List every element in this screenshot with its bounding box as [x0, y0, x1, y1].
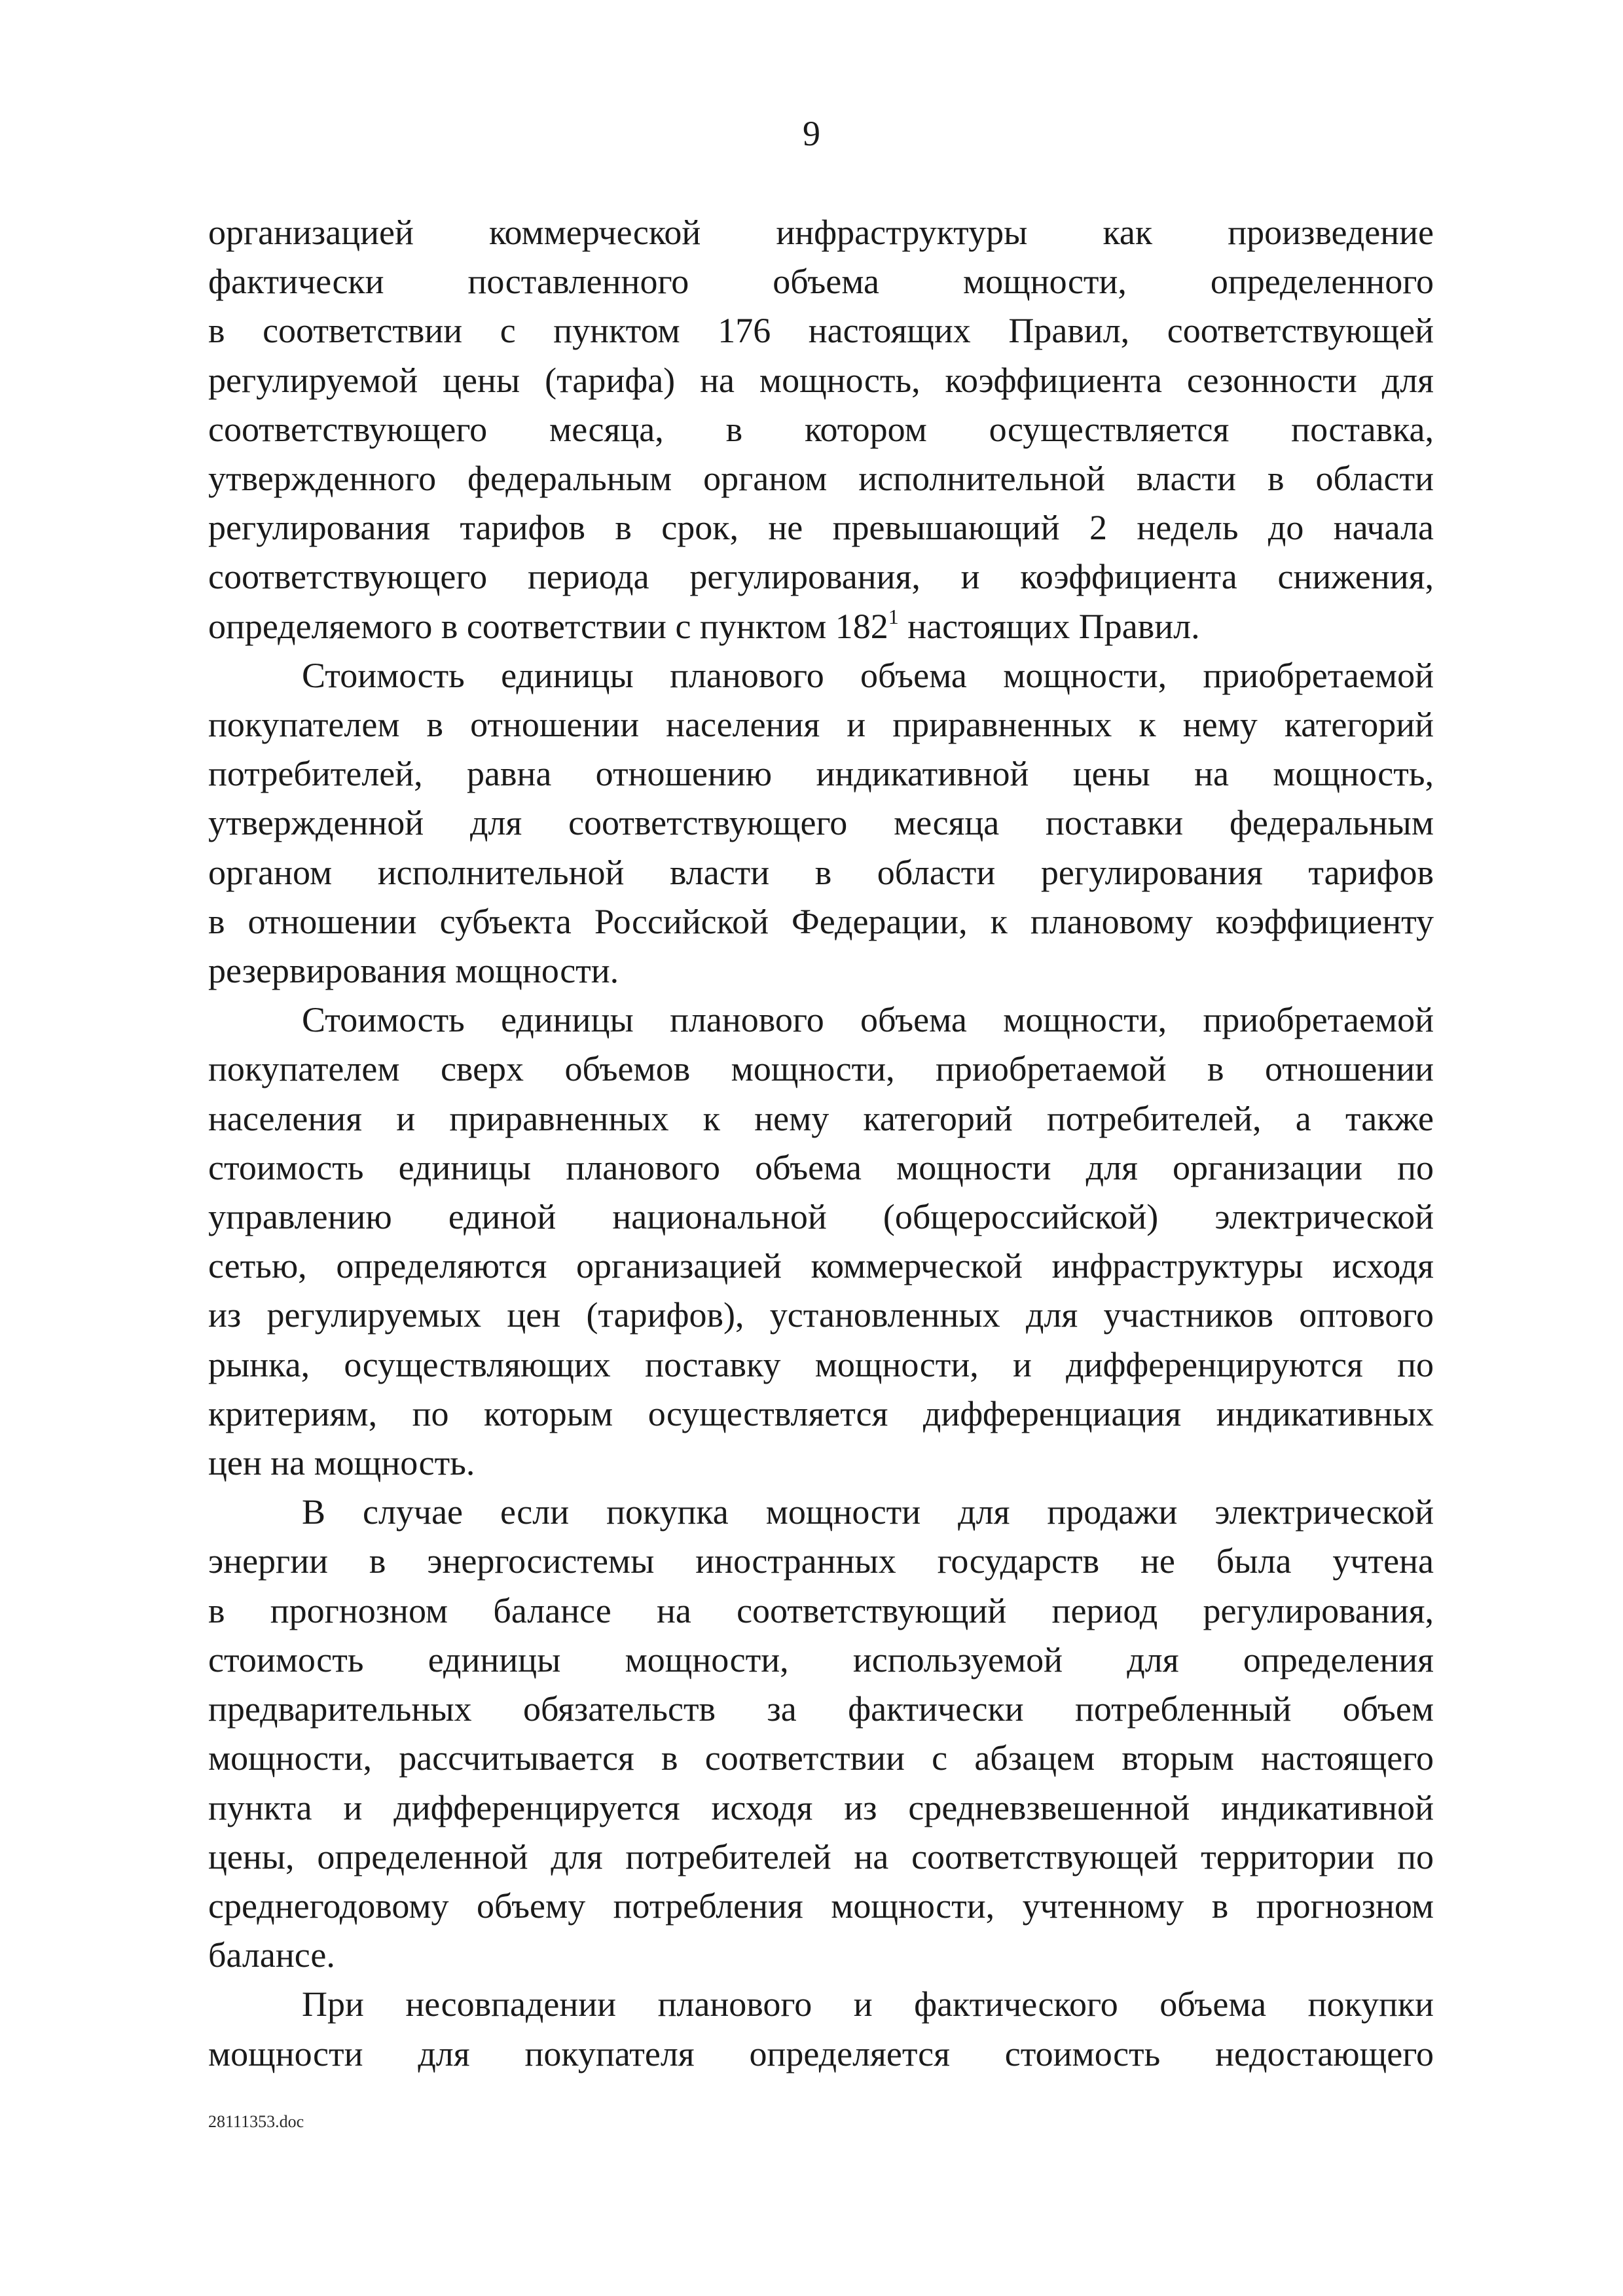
text-line: предварительных обязательств за фактически потребленный объем	[208, 1689, 1434, 1729]
text-line: среднегодовому объему потребления мощности, учтенному в прогнозном	[208, 1886, 1434, 1926]
text-line: покупателем сверх объемов мощности, приобретаемой в отношении	[208, 1049, 1434, 1089]
text-line: соответствующего периода регулирования, и коэффициента снижения,	[208, 557, 1434, 597]
text-line: фактически поставленного объема мощности, определенного	[208, 262, 1434, 302]
text-line: в прогнозном балансе на соответствующий период регулирования,	[208, 1590, 1434, 1630]
text-line: в отношении субъекта Российской Федерации, к плановому коэффициенту	[208, 901, 1434, 941]
text-line: стоимость единицы мощности, используемой для определения	[208, 1640, 1434, 1679]
superscript-index: 1	[888, 604, 899, 628]
text-line: управлению единой национальной (общероссийской) электрической	[208, 1197, 1434, 1237]
text-line: регулируемой цены (тарифа) на мощность, коэффициента сезонности для	[208, 360, 1434, 400]
text-line: мощности, рассчитывается в соответствии с абзацем вторым настоящего	[208, 1738, 1434, 1778]
text-line: соответствующего месяца, в котором осуществляется поставка,	[208, 409, 1434, 449]
text-line: органом исполнительной власти в области регулирования тарифов	[208, 852, 1434, 892]
paragraph-3	[208, 996, 1434, 1488]
paragraph-2	[208, 651, 1434, 996]
text-line: балансе.	[208, 1935, 335, 1975]
text-line: покупателем в отношении населения и приравненных к нему категорий	[208, 705, 1434, 745]
text-line: мощности для покупателя определяется стоимость недостающего	[208, 2034, 1434, 2073]
text-line: В случае если покупка мощности для продажи электрической	[302, 1492, 1434, 1532]
text-line: энергии в энергосистемы иностранных государств не была учтена	[208, 1541, 1434, 1581]
document-body	[208, 208, 1434, 2079]
paragraph-4	[208, 1488, 1434, 1980]
text-line: критериям, по которым осуществляется дифференциация индикативных	[208, 1393, 1434, 1433]
text-line: цен на мощность.	[208, 1443, 475, 1483]
text-line: стоимость единицы планового объема мощности для организации по	[208, 1147, 1434, 1187]
text-fragment: настоящих Правил.	[898, 606, 1200, 646]
text-line: Стоимость единицы планового объема мощности, приобретаемой	[302, 655, 1434, 695]
text-line: При несовпадении планового и фактического объема покупки	[302, 1984, 1434, 2024]
text-fragment: определяемого в соответствии с пунктом 182	[208, 606, 888, 646]
document-file-id: 28111353.doc	[208, 2112, 304, 2131]
text-line: резервирования мощности.	[208, 951, 619, 991]
page-number: 9	[803, 114, 820, 153]
text-line: регулирования тарифов в срок, не превышающий 2 недель до начала	[208, 508, 1434, 548]
text-line: рынка, осуществляющих поставку мощности, и дифференцируются по	[208, 1344, 1434, 1384]
text-line: цены, определенной для потребителей на соответствующей территории по	[208, 1837, 1434, 1876]
text-line: потребителей, равна отношению индикативной цены на мощность,	[208, 754, 1434, 794]
text-line: из регулируемых цен (тарифов), установленных для участников оптового	[208, 1295, 1434, 1335]
text-line: населения и приравненных к нему категорий потребителей, а также	[208, 1098, 1434, 1138]
text-line: утвержденной для соответствующего месяца поставки федеральным	[208, 803, 1434, 843]
text-line: Стоимость единицы планового объема мощности, приобретаемой	[302, 1000, 1434, 1040]
paragraph-1	[208, 208, 1434, 651]
paragraph-5	[208, 1980, 1434, 2078]
text-line: пункта и дифференцируется исходя из средневзвешенной индикативной	[208, 1787, 1434, 1827]
text-line: в соответствии с пунктом 176 настоящих Правил, соответствующей	[208, 311, 1434, 351]
text-line-with-footnote	[208, 602, 1434, 651]
text-line: организацией коммерческой инфраструктуры как произведение	[208, 213, 1434, 252]
text-line: утвержденного федеральным органом исполнительной власти в области	[208, 459, 1434, 499]
text-line: сетью, определяются организацией коммерческой инфраструктуры исходя	[208, 1246, 1434, 1286]
